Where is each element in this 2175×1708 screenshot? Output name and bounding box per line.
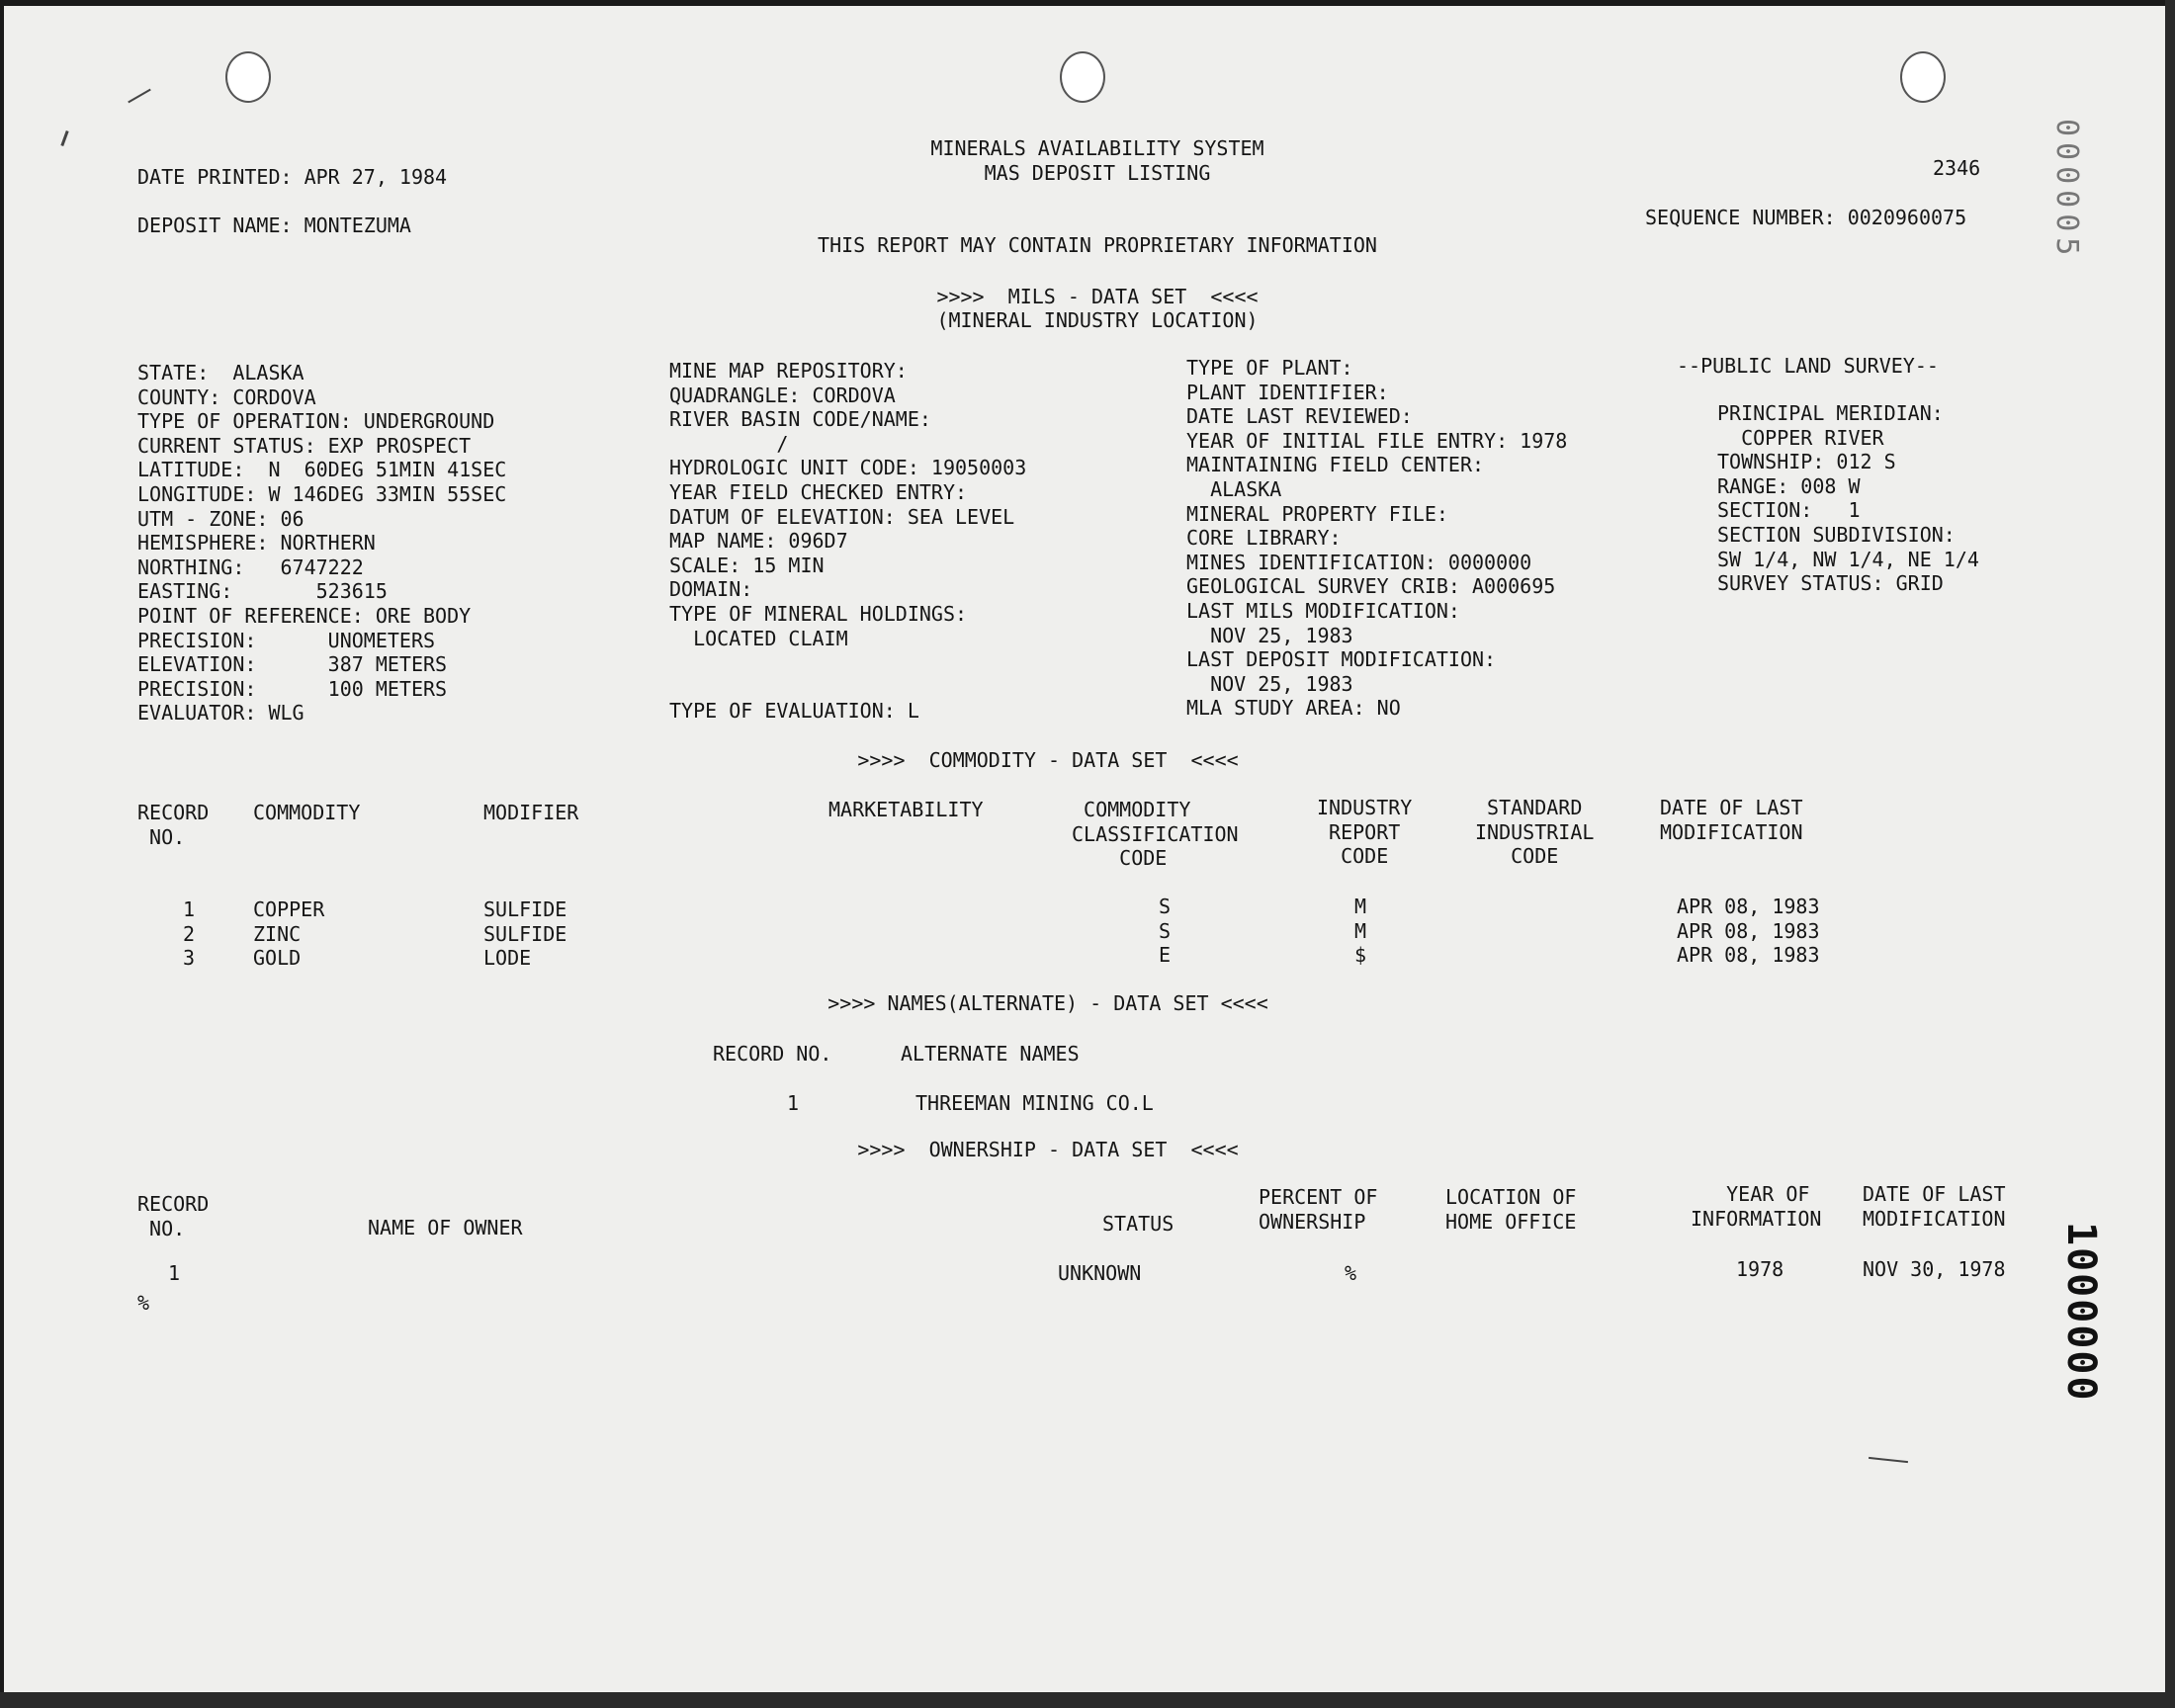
commodity-date: APR 08, 1983 xyxy=(1677,919,1820,943)
pen-mark xyxy=(1869,1457,1908,1463)
field-section-subdivision-value: SW 1/4, NW 1/4, NE 1/4 xyxy=(1717,547,1979,571)
field-last-mils-modification-value: NOV 25, 1983 xyxy=(1186,623,1353,647)
ownership-footnote: % xyxy=(137,1291,150,1315)
commodity-classification: S xyxy=(1159,895,1172,918)
field-longitude: LONGITUDE: W 146DEG 33MIN 55SEC xyxy=(137,482,507,506)
field-principal-meridian-value: COPPER RIVER xyxy=(1717,425,1884,450)
mils-subheading: (MINERAL INDUSTRY LOCATION) xyxy=(936,308,1259,332)
punch-hole-left xyxy=(225,51,271,103)
punch-hole-center xyxy=(1060,51,1105,103)
field-elevation: ELEVATION: 387 METERS xyxy=(137,652,448,677)
ownership-status: UNKNOWN xyxy=(1058,1261,1142,1285)
page-stamp-top: 000005 xyxy=(2049,119,2084,262)
ownership-header-location: LOCATION OF HOME OFFICE xyxy=(1445,1185,1577,1234)
field-point-of-reference: POINT OF REFERENCE: ORE BODY xyxy=(137,604,472,628)
field-mines-identification: MINES IDENTIFICATION: 0000000 xyxy=(1186,550,1532,574)
ownership-header-date: DATE OF LAST MODIFICATION xyxy=(1863,1182,2006,1231)
field-survey-crib: GEOLOGICAL SURVEY CRIB: A000695 xyxy=(1186,574,1556,599)
field-range: RANGE: 008 W xyxy=(1717,473,1861,498)
commodity-heading: >>>> COMMODITY - DATA SET <<<< xyxy=(857,748,1239,772)
field-year-field-checked: YEAR FIELD CHECKED ENTRY: xyxy=(669,480,968,504)
commodity-classification: S xyxy=(1159,919,1172,943)
field-current-status: CURRENT STATUS: EXP PROSPECT xyxy=(137,433,472,458)
field-evaluation-type: TYPE OF EVALUATION: L xyxy=(669,699,919,724)
field-quadrangle: QUADRANGLE: CORDOVA xyxy=(669,383,896,407)
commodity-date: APR 08, 1983 xyxy=(1677,943,1820,967)
commodity-header-date: DATE OF LAST MODIFICATION xyxy=(1660,796,1803,844)
field-mineral-holdings: TYPE OF MINERAL HOLDINGS: xyxy=(669,602,968,626)
alternate-name: THREEMAN MINING CO.L xyxy=(915,1091,1154,1115)
field-river-basin: RIVER BASIN CODE/NAME: xyxy=(669,407,931,432)
commodity-header-commodity: COMMODITY xyxy=(253,801,361,824)
field-date-last-reviewed: DATE LAST REVIEWED: xyxy=(1186,404,1413,429)
field-last-deposit-modification-value: NOV 25, 1983 xyxy=(1186,671,1353,696)
field-map-name: MAP NAME: 096D7 xyxy=(669,529,848,554)
public-land-survey-heading: --PUBLIC LAND SURVEY-- xyxy=(1677,354,1939,378)
field-river-basin-value: / xyxy=(669,431,789,456)
commodity-modifier: SULFIDE xyxy=(483,897,567,921)
field-plant-identifier: PLANT IDENTIFIER: xyxy=(1186,380,1389,404)
commodity-modifier: SULFIDE xyxy=(483,922,567,946)
field-evaluator: EVALUATOR: WLG xyxy=(137,701,304,726)
field-section-subdivision: SECTION SUBDIVISION: xyxy=(1717,523,1956,547)
field-survey-status: SURVEY STATUS: GRID xyxy=(1717,571,1944,596)
field-mine-map-repository: MINE MAP REPOSITORY: xyxy=(669,359,908,383)
commodity-industry: $ xyxy=(1354,943,1367,967)
commodity-header-classification: COMMODITY CLASSIFICATION CODE xyxy=(1072,798,1239,871)
field-plant-type: TYPE OF PLANT: xyxy=(1186,356,1353,380)
proprietary-notice: THIS REPORT MAY CONTAIN PROPRIETARY INFORMATION xyxy=(818,233,1377,257)
commodity-name: COPPER xyxy=(253,897,325,921)
ownership-header-status: STATUS xyxy=(1102,1212,1174,1236)
deposit-name: DEPOSIT NAME: MONTEZUMA xyxy=(137,214,411,237)
punch-hole-right xyxy=(1900,51,1946,103)
commodity-date: APR 08, 1983 xyxy=(1677,895,1820,918)
ownership-percent: % xyxy=(1345,1261,1357,1285)
sequence-number: SEQUENCE NUMBER: 0020960075 xyxy=(1645,206,1967,229)
ownership-header-year: YEAR OF INFORMATION xyxy=(1691,1182,1822,1231)
field-core-library: CORE LIBRARY: xyxy=(1186,526,1342,551)
field-state: STATE: ALASKA xyxy=(137,361,304,384)
commodity-header-sic: STANDARD INDUSTRIAL CODE xyxy=(1475,796,1595,869)
ownership-header-owner: NAME OF OWNER xyxy=(368,1216,523,1239)
page-stamp-bottom: 1000000 xyxy=(2058,1222,2104,1403)
names-header-record: RECORD NO. xyxy=(713,1042,832,1066)
commodity-modifier: LODE xyxy=(483,946,532,970)
commodity-record-no: 2 xyxy=(183,922,196,946)
ownership-heading: >>>> OWNERSHIP - DATA SET <<<< xyxy=(857,1138,1239,1161)
commodity-industry: M xyxy=(1354,895,1367,918)
field-hemisphere: HEMISPHERE: NORTHERN xyxy=(137,531,376,555)
field-field-center: MAINTAINING FIELD CENTER: xyxy=(1186,453,1485,477)
commodity-name: GOLD xyxy=(253,946,302,970)
field-easting: EASTING: 523615 xyxy=(137,579,388,604)
names-heading: >>>> NAMES(ALTERNATE) - DATA SET <<<< xyxy=(827,991,1268,1015)
commodity-header-modifier: MODIFIER xyxy=(483,801,579,824)
field-elevation-precision: PRECISION: 100 METERS xyxy=(137,676,448,701)
names-header-names: ALTERNATE NAMES xyxy=(901,1042,1080,1066)
commodity-header-marketability: MARKETABILITY xyxy=(828,798,984,821)
field-last-deposit-modification: LAST DEPOSIT MODIFICATION: xyxy=(1186,647,1497,672)
system-title: MINERALS AVAILABILITY SYSTEM xyxy=(930,136,1264,160)
field-scale: SCALE: 15 MIN xyxy=(669,553,825,577)
alternate-name-record-no: 1 xyxy=(787,1091,800,1115)
field-county: COUNTY: CORDOVA xyxy=(137,384,316,409)
commodity-header-industry: INDUSTRY REPORT CODE xyxy=(1317,796,1413,869)
ownership-header-percent: PERCENT OF OWNERSHIP xyxy=(1259,1185,1378,1234)
pen-mark xyxy=(60,130,68,146)
field-utm-zone: UTM - ZONE: 06 xyxy=(137,506,304,531)
ownership-record-no: 1 xyxy=(168,1261,181,1285)
pen-mark xyxy=(128,89,151,104)
field-property-file: MINERAL PROPERTY FILE: xyxy=(1186,501,1448,526)
field-northing: NORTHING: 6747222 xyxy=(137,555,364,579)
field-precision: PRECISION: UNOMETERS xyxy=(137,628,436,652)
field-initial-file-entry: YEAR OF INITIAL FILE ENTRY: 1978 xyxy=(1186,428,1568,453)
date-printed: DATE PRINTED: APR 27, 1984 xyxy=(137,165,448,189)
field-hydrologic-unit: HYDROLOGIC UNIT CODE: 19050003 xyxy=(669,456,1027,480)
commodity-record-no: 1 xyxy=(183,897,196,921)
field-mineral-holdings-value: LOCATED CLAIM xyxy=(669,626,848,650)
mils-heading: >>>> MILS - DATA SET <<<< xyxy=(936,285,1259,308)
listing-title: MAS DEPOSIT LISTING xyxy=(984,161,1211,185)
field-latitude: LATITUDE: N 60DEG 51MIN 41SEC xyxy=(137,458,507,482)
field-mla-study-area: MLA STUDY AREA: NO xyxy=(1186,696,1401,721)
commodity-classification: E xyxy=(1159,943,1172,967)
field-principal-meridian: PRINCIPAL MERIDIAN: xyxy=(1717,401,1944,425)
field-section: SECTION: 1 xyxy=(1717,498,1861,523)
field-operation-type: TYPE OF OPERATION: UNDERGROUND xyxy=(137,409,495,434)
field-last-mils-modification: LAST MILS MODIFICATION: xyxy=(1186,599,1460,623)
field-township: TOWNSHIP: 012 S xyxy=(1717,450,1896,474)
field-domain: DOMAIN: xyxy=(669,577,753,602)
commodity-record-no: 3 xyxy=(183,946,196,970)
ownership-date: NOV 30, 1978 xyxy=(1863,1257,2006,1281)
commodity-name: ZINC xyxy=(253,922,302,946)
commodity-industry: M xyxy=(1354,919,1367,943)
commodity-header-record: RECORD NO. xyxy=(137,801,210,849)
field-field-center-value: ALASKA xyxy=(1186,477,1282,501)
ownership-year: 1978 xyxy=(1736,1257,1784,1281)
ownership-header-record: RECORD NO. xyxy=(137,1192,210,1240)
page-number: 2346 xyxy=(1933,156,1981,180)
field-datum-elevation: DATUM OF ELEVATION: SEA LEVEL xyxy=(669,504,1015,529)
